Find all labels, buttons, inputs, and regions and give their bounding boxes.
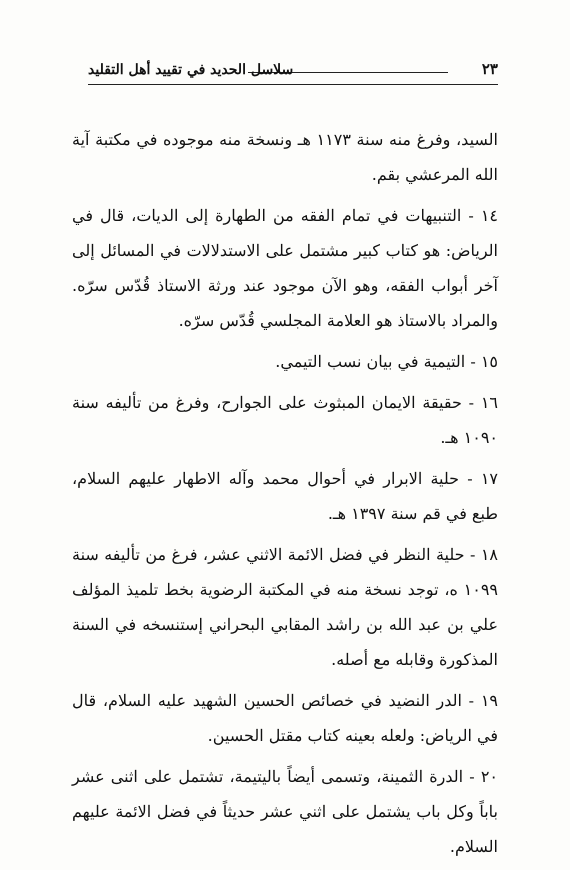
running-title: سلاسل الحديد في تقييد أهل التقليد: [88, 62, 294, 78]
page-header: [88, 58, 498, 85]
paragraph-6: ١٨ - حلية النظر في فضل الائمة الاثني عشر، فرغ من تأليفه سنة ١٠٩٩ ه، توجد نسخة منه في المكتبة الرضوية بخط تلميذ المؤلف علي بن عبد الله بن راشد المقابي البحراني إستنسخه في السنة المذكورة وقابله مع أصله.: [72, 545, 498, 669]
paragraph-5: ١٧ - حلية الابرار في أحوال محمد وآله الاطهار عليهم السلام، طبع في قم سنة ١٣٩٧ هـ.: [72, 469, 498, 523]
paragraph-7: ١٩ - الدر النضيد في خصائص الحسين الشهيد عليه السلام، قال في الرياض: ولعله بعينه كتاب مقتل الحسين.: [72, 691, 498, 745]
page-body: [72, 122, 498, 870]
paragraph-1: السيد، وفرغ منه سنة ١١٧٣ هـ ونسخة منه موجوده في مكتبة آية الله المرعشي بقم.: [72, 130, 498, 184]
paragraph-3: ١٥ - التيمية في بيان نسب التيمي.: [275, 352, 498, 371]
paragraph-8: ٢٠ - الدرة الثمينة، وتسمى أيضاً باليتيمة، تشتمل على اثنى عشر باباً وكل باب يشتمل على اثني عشر حديثاً في فضل الائمة عليهم السلام.: [72, 767, 498, 856]
paragraph-4: ١٦ - حقيقة الايمان المبثوث على الجوارح، وفرغ من تأليفه سنة ١٠٩٠ هـ.: [72, 393, 498, 447]
paragraph-2: ١٤ - التنبيهات في تمام الفقه من الطهارة إلى الديات، قال في الرياض: هو كتاب كبير مشتمل على الاستدلالات في المسائل إلى آخر أبواب الفقه، وهو الآن موجود عند ورثة الاستاذ قُدّس سرّه. والمراد بالاستاذ هو العلامة المجلسي قُدّس سرّه.: [72, 206, 498, 330]
page-number: ٢٣: [481, 60, 498, 78]
